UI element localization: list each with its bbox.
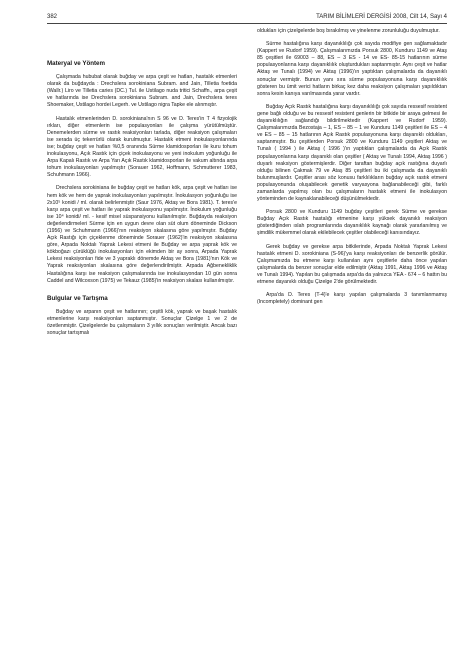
running-header: TARIM BİLİMLERİ DERGİSİ 2008, Cilt 14, Sayı 4 (316, 14, 447, 20)
section-heading-results-discussion: Bulgular ve Tartışma (47, 294, 108, 302)
paragraph: Porsuk 2800 ve Kunduru 1149 buğday çeşitleri gerek Sürme ve gerekse Buğday Açık Rastık hastalığı etmenine karşı yüksek dayanıklı reaksiyon gösterdiğinden ıslah programlarında dayanıklılık kaynağı olarak yararlanılmış ve şimdilik mükemmel olarak ekilebilecek çeşitler olabileceği kanısındayız. (257, 209, 447, 237)
left-column (47, 60, 237, 343)
right-column (257, 28, 447, 312)
section-heading-materials-methods: Materyal ve Yöntem (47, 60, 106, 67)
paragraph: Buğday ve arpanın çeşit ve hatlarının; çeşitli kök, yaprak ve başak hastalık etmenlerine karşı reaksiyonları saptanmıştır. Sonuçlar Çizelge 1 ve 2 de özetlenmiştir. Çizelgelerde bu çalışmaların 3 yıllık sonuçları verilmiştir. Ancak bazı sonuçlar tartışmalı (47, 308, 237, 337)
paragraph: oldukları için çizelgelerde boş bırakılmış ve yinelenme zorunluluğu duyulmuştur. (257, 28, 440, 34)
page-number: 382 (47, 14, 58, 20)
header-rule (47, 23, 447, 24)
paragraph: Hastalık etmenlerinden D. sorokiniana'nın S 96 ve D. Teres'in T 4 fizyolojik ırkları, diğer etmenlerin ise populasyonları ile çalışma yürütülmüştür. Denemelerden sürme ve rastık reaksiyonları tarlada, diğer reaksiyon çalışmaları ise serada üç tekerrürlü olarak kurulmuştur. Hastalık etmeni inokulasyonlarında ise; buğday çeşit ve hatları %0,5 oranında Sürme klamidosporları ile kuru tohum inokulasyonu, Açık Rastık için çiçek inokulasyonu ve yeni inokulum yoğunluğu ile Arpa Kapalı Rastık ve Arpa Yarı Açık Rastık klamidosporları ile vakum altında arpa tohum inokulasyonları yapılmıştır (Sorauer 1962, Hoffmann, Schmutterer 1983, Schuhmann 1966). (47, 115, 237, 179)
paragraph: Gerek buğday ve gerekse arpa bitkilerinde, Arpada Noktalı Yaprak Lekesi hastalık etmeni D. sorokiniana (S-96)'ya karşı reaksiyonları de benzerlik görülür. Çalışmamızda bu etmene karşı kullanılan aynı çeşitlerle daha önce yapılan çalışmalarda da benzer sonuçlar elde edilmiştir (Aktaş 1991, Aktaş 1996 ve Aktaş ve Tunalı 1994). Yapılan bu çalışmada arpa'da da yalnızca YEA - 674 – 6 hattın bu etmene dayanıklı olduğu Çizelge 2'de görülmektedir. (257, 243, 447, 285)
paragraph: Sürme hastalığına karşı dayanıklılığı çok sayıda modifiye gen sağlamaktadır (Kappert ve Rudorf 1959). Çalışmalarımızda Porsuk 2800, Kunduru 1149 ve Ataş 85 çeşitleri ile 69003 – 88, ES – 3 ES - 14 ve ES- 85-15 hatlarının sürme populasyonlarına karşı dayanıklılık oluşturdukları saptanmıştır. Aynı çeşit ve hatlar Aktaş ve Tunalı (1994) ve Aktaş (1996)'ın yaptıktan çalışmalarda da dayanıklı sonuçlar vermiştir. Bunun yanı sıra sürme populasyonuna karşı dayanıklılık gösteren bu ümit verici hatların birkaç kez daha reaksiyon çalışmaları yapıldıktan sonra kesin kanıya varılmasında yarar vardır. (257, 41, 447, 97)
paragraph: Drechslera sorokiniana ile buğday çeşit ve hatları kök, arpa çeşit ve hatları ise hem kök ve hem de yaprak inokulasyonları yapılmıştır. İnokulasyon yoğunluğu ise 2x10⁵ konidi / ml. olarak belirlenmiştir (Saur 1976, Aktaş ve Bora 1981). T. teres'e karşı arpa çeşit ve hatları ile yaprak inokulasyonu yapılmıştır. İnokulum yoğunluğu ise 10⁴ konidi/ ml. - kesif misel süspansiyonu kullanılmıştır. Buğdayda reaksiyon değerlendirmeleri Sürme için en uygun devre olan süt olum döneminde Dickson (1956) ve Schuhmann (1966)'nın reaksiyon skalasına göre yapılmıştır. Buğday Açık Rastığı için çiçeklenme döneminde Sorauer (1962)'in reaksiyon skalasına göre, Arpada Noktalı Yaprak Lekesi etmeni ile Buğday ve arpa yaprak kök ve kökboğazı çürüklüğü inokulasyonları için ekimden bir ay sonra, Arpada Yaprak Lekesi reaksiyonları fide ve 3 yapraklı dönemde Aktaş ve Bora (1981)'nın Kök ve Yaprak reaksiyonları skalasına göre değerlendirilmiştir. Arpada Ağbenekliklik Hastalığına karşı ise reaksiyon çalışmalarında ise inokulasyondan 10 gün sonra Caddel and Wilcoxson (1975) ve Tekauz (1985)'in reaksiyon skalası kullanılmıştır. (47, 185, 237, 284)
paragraph: Arpa'da D. Teres (T-4)'e karşı yapılan çalışmalarda 3 tanımlanmamış (Incompletely) dominant gen (257, 292, 447, 306)
paragraph: Buğday Açık Rastık hastalığına karşı dayanıklılığı çok sayıda ressesif resistent gene bağlı olduğu ve bu ressesif resistent genlerin bir bitkide bir araya gelmesi ile dayanıklılığın sağlandığı bildirilmektedir (Kappert ve Rudorf 1959). Çalışmalarımızda Bezostaja – 1, ES – 85 – 1 ve Kunduru 1149 çeşitleri ile ES – 4 ve ES – 85 – 15 hatlarının Açık Rastık populasyonuna karşı dayanıklı oldukları, saptanmıştır. Bu çeşitlerden Porsuk 2800 ve Kunduru 1149 çeşitleri Aktaş ve Tunalı ( 1994 ) ile Aktaş ( 1996 )'ın yaptıkları çalışmalarda da Açık Rastık populasyonlarına karşı dayanıklı olan çeşitler ( Aktaş ve Tunalı 1994, Aktaş 1996 ) duyarlı reaksiyon göstermişlerdir. Diğer taraftan buğday açık rastığına duyarlı olduğu bilinen Çakmak 79 ve Ataş 85 çeşitleri bu iki çalışmada da dayanıklı bulunmuşlardır. Çeşitler arası söz konusu farklılıkların buğday açık rastık etmeni populasyonunda oluşabilecek genetik varyasyona bağlanabileceği gibi, farklı zamanlarda yapılmış olan bu çalışmaların hastalık etmeni ile inokulasyon yönteminden de kaynaklanabileceği düşünülmektedir. (257, 103, 447, 203)
paragraph: Çalışmada hububat olarak buğday ve arpa çeşit ve hatları, hastalık etmenleri olarak da buğdayda : Drechslera sorokiniana Subram. and Jain, Tilletia foetida (Wallr.) Liro ve Tilletia caries (DC.) Tul. ile Ustilago nuda tritici Schaffn., arpa çeşit ve hatlarında ise Drechslera sorokiniana Subram. and Jain, Drechslera teres Shoemaker, Ustilago hordei Legerh. ve Ustilago nigra Tapke ele alınmıştır. (47, 74, 237, 109)
